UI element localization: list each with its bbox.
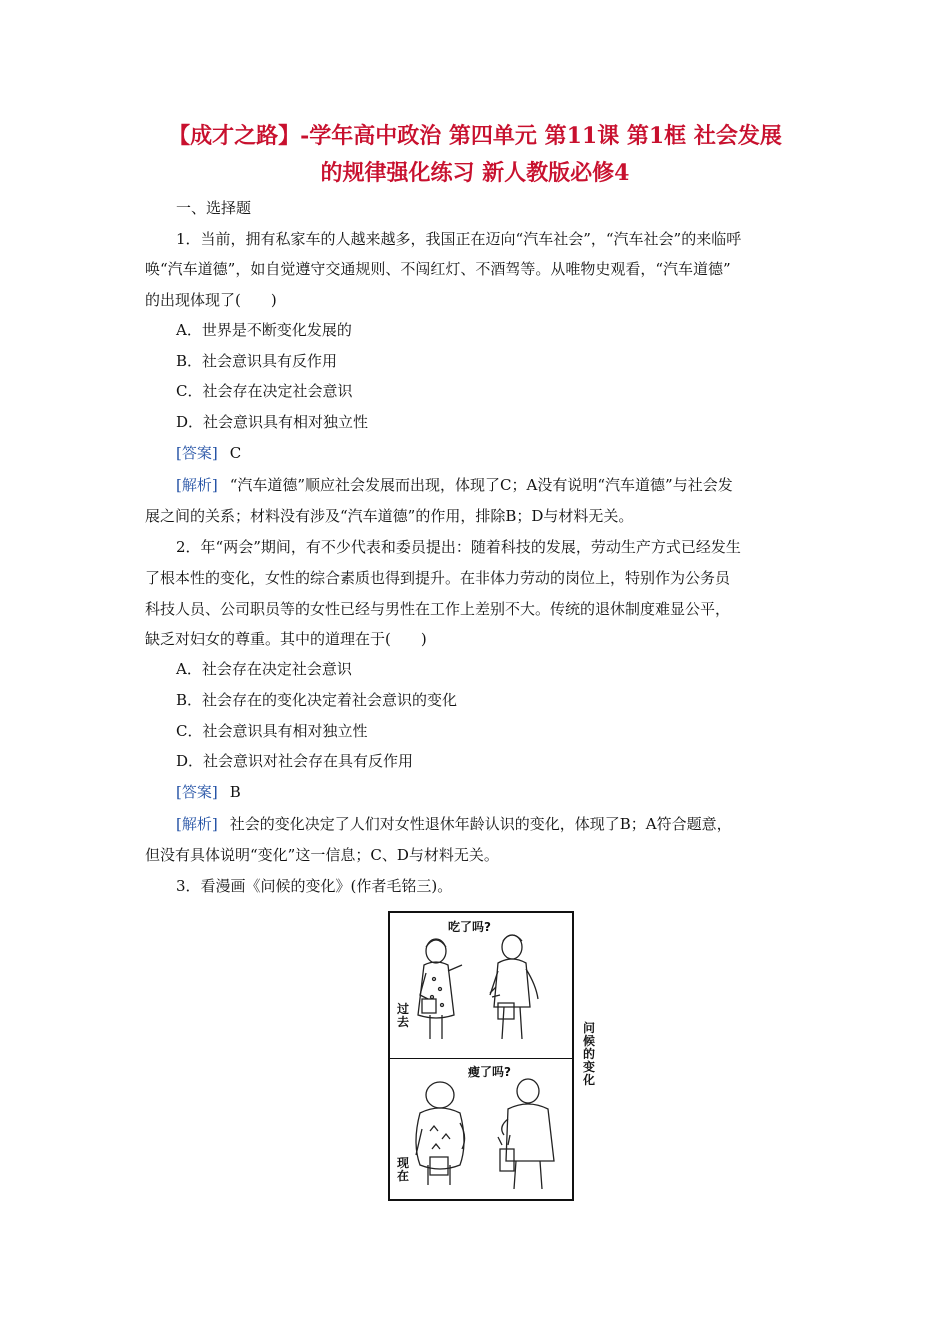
bottom-speech-bubble: 瘦了吗? [468,1065,511,1079]
section-heading: 一、选择题 [176,199,252,217]
q2-answer [176,782,241,802]
q2-analysis-line-1 [176,814,732,834]
q2-stem-line-2: 了根本性的变化，女性的综合素质也得到提升。在非体力劳动的岗位上，特别作为公务员 [145,569,731,587]
cartoon-title: 问候的变化 [582,1021,595,1087]
woman-past-figure [418,939,462,1039]
q1-analysis-line-2: 展之间的关系；材料没有涉及“汽车道德”的作用，排除B；D与材料无关。 [145,507,634,525]
q1-answer [176,443,241,463]
q1-option-d: D．社会意识具有相对独立性 [176,413,369,431]
answer-value: B [229,783,241,801]
q2-option-b: B．社会存在的变化决定着社会意识的变化 [176,691,458,709]
man-past-figure [490,935,538,1039]
q2-stem-line-4: 缺乏对妇女的尊重。其中的道理在于( ) [145,630,427,648]
q1-stem-line-3: 的出现体现了( ) [145,291,277,309]
q2-stem-line-1: 2．年“两会”期间，有不少代表和委员提出：随着科技的发展，劳动生产方式已经发生 [176,538,741,556]
title-line-1: 【成才之路】-学年高中政治 第四单元 第11课 第1框 社会发展 [168,123,782,149]
q2-option-a: A．社会存在决定社会意识 [176,660,352,678]
answer-value: C [229,444,242,462]
answer-tag: [答案] [176,783,218,801]
q1-option-c: C．社会存在决定社会意识 [176,382,353,400]
present-label: 现在 [396,1156,409,1183]
past-label: 过去 [396,1002,409,1029]
title-line-2: 的规律强化练习 新人教版必修4 [320,160,630,186]
cartoon-drawing [390,913,576,1203]
q2-option-d: D．社会意识对社会存在具有反作用 [176,752,414,770]
man-present-figure [498,1079,554,1189]
analysis-tag: [解析] [176,476,218,494]
analysis-text: 社会的变化决定了人们对女性退休年龄认识的变化，体现了B；A符合题意， [229,815,732,833]
q2-stem-line-3: 科技人员、公司职员等的女性已经与男性在工作上差别不大。传统的退休制度难显公平， [145,600,731,618]
q1-option-a: A．世界是不断变化发展的 [176,321,352,339]
top-speech-bubble: 吃了吗? [448,920,491,934]
document-title [120,118,830,192]
analysis-text: “汽车道德”顺应社会发展而出现，体现了C；A没有说明“汽车道德”与社会发 [229,476,733,494]
q1-option-b: B．社会意识具有反作用 [176,352,338,370]
answer-tag: [答案] [176,444,218,462]
q1-analysis-line-1 [176,475,733,495]
q3-stem: 3．看漫画《问候的变化》(作者毛铭三)。 [176,877,453,895]
cartoon-figure [388,911,574,1201]
analysis-tag: [解析] [176,815,218,833]
q2-analysis-line-2: 但没有具体说明“变化”这一信息；C、D与材料无关。 [145,846,499,864]
woman-present-figure [416,1082,465,1185]
q1-stem-line-2: 唤“汽车道德”，如自觉遵守交通规则、不闯红灯、不酒驾等。从唯物史观看，“汽车道德” [145,260,731,278]
q1-stem-line-1: 1．当前，拥有私家车的人越来越多，我国正在迈向“汽车社会”，“汽车社会”的来临呼 [176,230,742,248]
q2-option-c: C．社会意识具有相对独立性 [176,722,368,740]
